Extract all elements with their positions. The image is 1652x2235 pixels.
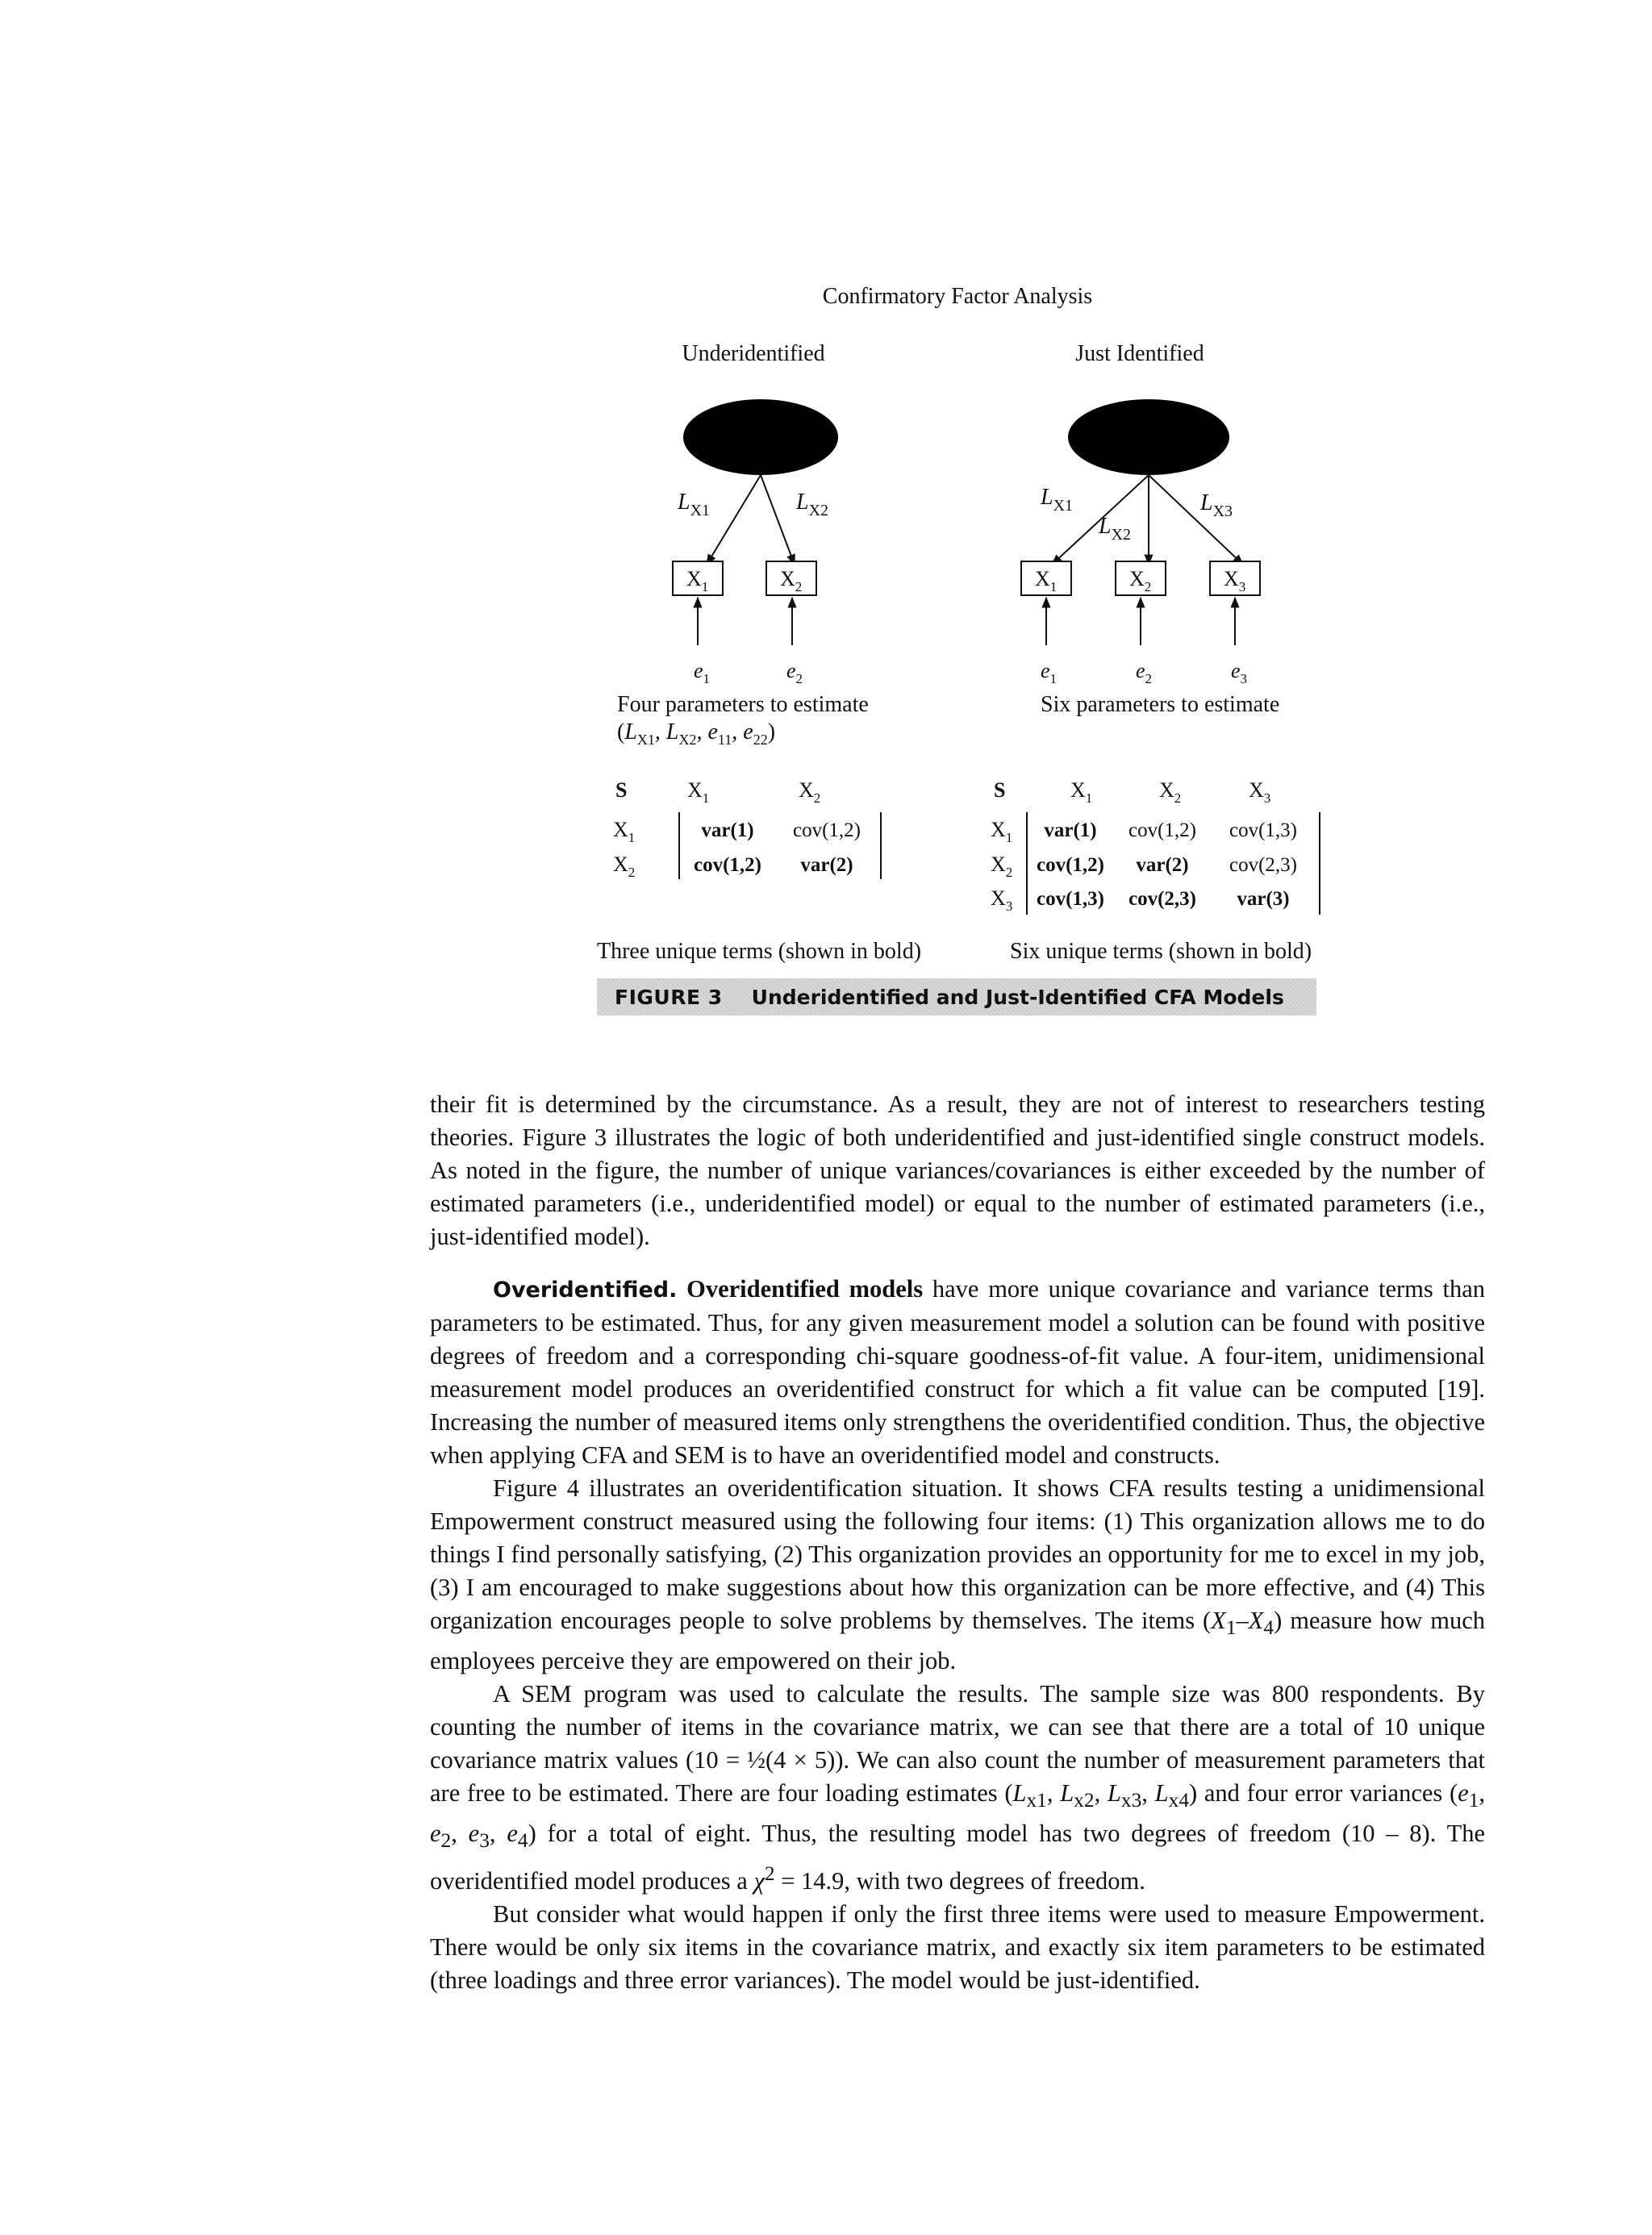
right-matrix-cell-3-2: cov(2,3) — [1128, 888, 1196, 910]
left-model-title: Underidentified — [682, 341, 825, 366]
error-symbol: e — [1458, 1779, 1469, 1808]
right-matrix-cell-3-1: cov(1,3) — [1037, 888, 1104, 910]
right-matrix-col-1: $X_1$ — [1070, 778, 1093, 806]
right-matrix-col-2: $X_2$ — [1159, 778, 1182, 806]
left-error-label-2: $e_2$ — [786, 659, 803, 686]
right-matrix-cell-1-2: cov(1,2) — [1128, 819, 1196, 841]
right-matrix-col-3: $X_3$ — [1249, 778, 1271, 806]
error-symbol: e — [507, 1820, 518, 1848]
term-overidentified-models: Overidentified models — [686, 1275, 924, 1303]
error-sub: 4 — [517, 1829, 528, 1853]
chi-sup: 2 — [764, 1862, 775, 1886]
right-matrix-row-2-label: $X_2$ — [991, 853, 1013, 880]
left-matrix-corner: S — [615, 778, 628, 802]
var-x1-sub: 1 — [1225, 1616, 1237, 1640]
right-model-title: Just Identified — [1075, 341, 1204, 366]
left-loading-arrow-1 — [707, 475, 761, 565]
left-matrix-cell-2-1: cov(1,2) — [694, 854, 761, 876]
left-loading-label-1: $L_{X1}$ — [678, 490, 711, 519]
figure-title: Underidentified and Just-Identified CFA Models — [751, 985, 1284, 1009]
paragraph-2 — [430, 1273, 1485, 1472]
run-in-heading: Overidentified. — [493, 1278, 678, 1303]
paragraph-1: their fit is determined by the circumstance. As a result, they are not of interest to researchers testing theories. Figure 3 illustrates the logic of both underidentified and just-identified single construct models. As noted in the figure, the number of unique variances/covariances is either exceeded by the number of estimated parameters (i.e., underidentified model) or equal to the number of estimated parameters (i.e., just-identified model). — [430, 1090, 1485, 1250]
right-error-label-2: $e_2$ — [1136, 659, 1153, 686]
error-symbol: e — [468, 1820, 480, 1848]
sep: , — [1479, 1779, 1486, 1808]
sep: , — [1094, 1779, 1108, 1808]
right-matrix-row-1-label: $X_1$ — [991, 818, 1013, 845]
loading-symbol: L — [1060, 1779, 1074, 1808]
loading-symbol: L — [1154, 1779, 1169, 1808]
right-error-label-3: $e_3$ — [1231, 659, 1248, 686]
right-item-label-x3: $X_3$ — [1224, 567, 1246, 594]
left-loading-arrow-2 — [761, 475, 795, 565]
right-matrix-cell-1-3: cov(1,3) — [1229, 819, 1297, 841]
right-unique-terms: Six unique terms (shown in bold) — [1010, 939, 1312, 964]
sep: , — [1046, 1779, 1061, 1808]
right-matrix-cell-3-3: var(3) — [1237, 888, 1290, 910]
left-matrix-col-1: $X_1$ — [687, 778, 710, 806]
body-text — [430, 1088, 1485, 1997]
paragraph-4-text-c: ) for a total of eight. Thus, the resulting model has two degrees of freedom (10 – 8). The overidentified model produces a — [430, 1820, 1485, 1895]
var-x1: X — [1211, 1607, 1226, 1634]
left-matrix-cell-2-2: var(2) — [800, 854, 853, 876]
paragraph-3 — [430, 1472, 1485, 1678]
right-params-line1: Six parameters to estimate — [1041, 692, 1280, 717]
sep: , — [489, 1820, 507, 1848]
paragraph-5: But consider what would happen if only the first three items were used to measure Empowerment. There would be only six items in the covariance matrix, and exactly six item parameters to be estimated (three loadings and three error variances). The model would be just-identified. — [430, 1900, 1485, 1995]
left-params-line1: Four parameters to estimate — [617, 692, 869, 717]
right-matrix-row-3-label: $X_3$ — [991, 886, 1013, 914]
left-matrix-row-1-label: $X_1$ — [613, 818, 636, 845]
left-matrix-cell-1-2: cov(1,2) — [793, 819, 861, 841]
paragraph-4-text-d: = 14.9, with two degrees of freedom. — [774, 1867, 1145, 1895]
right-item-label-x2: $X_2$ — [1129, 567, 1152, 594]
right-matrix-cell-1-1: var(1) — [1044, 819, 1097, 841]
running-head: Confirmatory Factor Analysis — [822, 284, 1093, 309]
sep: , — [451, 1820, 469, 1848]
right-error-label-1: $e_1$ — [1041, 659, 1058, 686]
paragraph-4 — [430, 1678, 1485, 1898]
right-loading-label-1: $L_{X1}$ — [1041, 485, 1074, 515]
right-matrix-cell-2-1: cov(1,2) — [1037, 854, 1104, 876]
loading-symbol: L — [1012, 1779, 1027, 1808]
chi-symbol: χ — [753, 1867, 765, 1895]
error-symbol: e — [430, 1820, 441, 1848]
right-matrix-cell-2-2: var(2) — [1136, 854, 1189, 876]
right-loading-label-3: $L_{X3}$ — [1200, 490, 1233, 520]
left-item-label-x2: $X_2$ — [780, 567, 803, 594]
var-x4-sub: 4 — [1263, 1616, 1274, 1640]
right-construct-ellipse — [1068, 399, 1229, 475]
left-params-line2: ($L_{X1}$, $L_{X2}$, $e_{11}$, $e_{22}$) — [617, 719, 776, 748]
paragraph-4-text-b: ) and four error variances ( — [1189, 1779, 1458, 1808]
loading-sub: x3 — [1120, 1789, 1142, 1812]
sep: , — [1141, 1779, 1155, 1808]
right-item-label-x1: $X_1$ — [1035, 567, 1058, 594]
error-sub: 1 — [1468, 1789, 1479, 1812]
loading-sub: x1 — [1026, 1789, 1047, 1812]
left-construct-ellipse — [683, 399, 838, 475]
paragraph-2-text: have more unique covariance and variance terms than parameters to be estimated. Thus, for any given measurement model a solution can be found with positive degrees of freedom and a corresponding chi-square goodness-of-fit value. A four-item, unidimensional measurement model produces an overidentified construct for which a fit value can be computed [19]. Increasing the number of measured items only strengthens the overidentified condition. Thus, the objective when applying CFA and SEM is to have an overidentified model and constructs. — [430, 1275, 1485, 1469]
left-item-label-x1: $X_1$ — [686, 567, 709, 594]
figure-3-diagram — [0, 0, 1652, 1049]
loading-symbol: L — [1107, 1779, 1121, 1808]
right-loading-label-2: $L_{X2}$ — [1099, 514, 1132, 544]
loading-sub: x2 — [1074, 1789, 1095, 1812]
var-x4: X — [1248, 1607, 1264, 1634]
paragraph-4-text-a: A SEM program was used to calculate the results. The sample size was 800 respondents. By counting the number of items in the covariance matrix, we can see that there are a total of 10 unique covariance matrix values (10 = ½(4 × 5)). We can also count the number of measurement parameters that are free to be estimated. There are four loading estimates ( — [430, 1680, 1485, 1808]
loading-sub: x4 — [1168, 1789, 1190, 1812]
right-matrix-cell-2-3: cov(2,3) — [1229, 854, 1297, 876]
left-matrix-col-2: $X_2$ — [799, 778, 821, 806]
left-matrix-row-2-label: $X_2$ — [613, 853, 636, 880]
error-sub: 3 — [479, 1829, 490, 1853]
left-matrix-cell-1-1: var(1) — [701, 819, 754, 841]
left-unique-terms: Three unique terms (shown in bold) — [597, 939, 922, 964]
error-sub: 2 — [440, 1829, 452, 1853]
paragraph-3-text-b: ) measure how much employees perceive they are empowered on their job. — [430, 1607, 1485, 1675]
figure-caption — [597, 978, 1316, 1015]
paragraph-3-text-a: Figure 4 illustrates an overidentification situation. It shows CFA results testing a unidimensional Empowerment construct measured using the following four items: (1) This organization allows me to do things I find personally satisfying, (2) This organization provides an opportunity for me to excel in my job, (3) I am encouraged to make suggestions about how this organization can be more effective, and (4) This organization encourages people to solve problems by themselves. The items ( — [430, 1474, 1485, 1634]
figure-number: FIGURE 3 — [615, 985, 723, 1009]
left-loading-label-2: $L_{X2}$ — [796, 490, 829, 519]
right-matrix-corner: S — [994, 778, 1006, 802]
left-error-label-1: $e_1$ — [694, 659, 711, 686]
dash: – — [1236, 1607, 1249, 1634]
